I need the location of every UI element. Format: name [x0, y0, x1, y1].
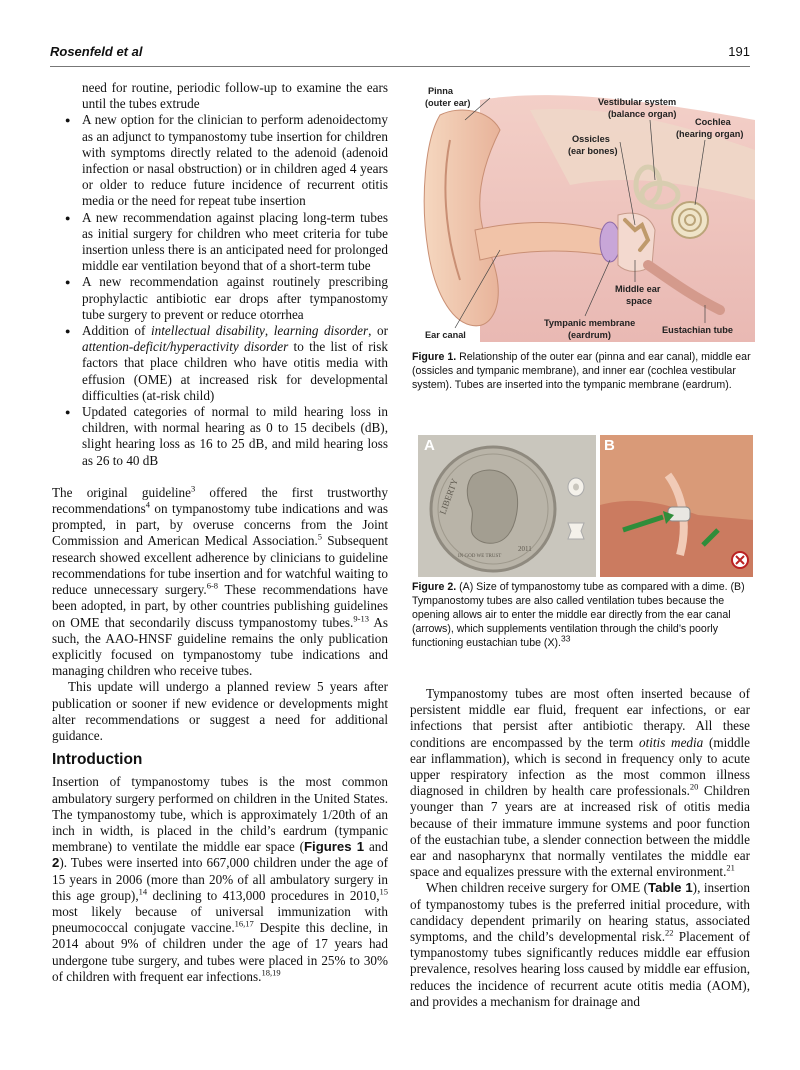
label-space: space — [626, 296, 653, 306]
cochlea-shape — [672, 202, 708, 238]
running-head-authors: Rosenfeld et al — [50, 44, 143, 59]
label-eardrum: (eardrum) — [568, 330, 611, 340]
tube-lumen — [573, 484, 579, 491]
reference: 5 — [317, 532, 323, 543]
dime-portrait — [467, 470, 517, 543]
coin-motto: IN GOD WE TRUST — [458, 554, 502, 559]
paragraph-update: This update will undergo a planned review 5 years after publication or sooner if new evidence or developments might alter recommendations or suggest a need for additional guidance. — [52, 679, 388, 743]
ear-anatomy-figure — [420, 80, 755, 342]
label-vestibular: Vestibular system — [598, 97, 677, 107]
figure-ref: 2 — [52, 855, 60, 871]
coin-liberty: LIBERTY — [437, 477, 460, 516]
table-ref: Table 1 — [648, 880, 693, 896]
label-pinna: Pinna — [428, 86, 454, 96]
label-tympanic: Tympanic membrane — [544, 318, 636, 328]
running-header — [50, 44, 750, 64]
bullet-item: ● Updated categories of normal to mild hearing loss in children, with normal hearing as 0 to 15 decibels (dB), slight hearing loss as 16 to 25 dB, and mild hearing loss as 26 to 40 dB — [82, 404, 388, 469]
panel-b-label: B — [604, 437, 615, 454]
tube-in-eardrum — [668, 507, 690, 521]
reference: 6-8 — [206, 580, 219, 591]
bullet-item: ● A new recommendation against routinely prescribing prophylactic antibiotic ear drops after tympanostomy tube surgery to prevent or reduce otorrhea — [82, 274, 388, 323]
left-column — [52, 80, 388, 985]
bullet-list — [52, 112, 388, 468]
page-number: 191 — [728, 44, 750, 59]
bullet-item: ● A new recommendation against placing long-term tubes as initial surgery for children who meet criteria for tube insertion unless there is an anticipated need for prolonged middle ear ventilation beyond that of a short-term tube — [82, 210, 388, 275]
label-ear-bones: (ear bones) — [568, 146, 618, 156]
label-middle-ear: Middle ear — [615, 284, 661, 294]
tube-size-figure — [418, 435, 753, 577]
coin-year: 2011 — [518, 545, 532, 553]
label-balance: (balance organ) — [608, 109, 677, 119]
label-cochlea: Cochlea — [695, 117, 731, 127]
paragraph-causes: Tympanostomy tubes are most often inserted because of persistent middle ear fluid, frequent ear infections, or ear infections that persist after antibiotic therapy. All these conditions are encompassed by the term otitis media (middle ear inflammation), which is second in frequency only to acute upper respiratory infection as the most common illness diagnosed in children by health care professionals.$^{20}$ Children younger than 7 years are at increased risk of otitis media because of their immature immune systems and poor function of the eustachian tube, a slender connection between the middle ear and nasopharynx that normally ventilates the middle ear space and equalizes pressure with the external environment.$^{21}$ — [410, 686, 750, 880]
section-heading: Introduction — [52, 751, 143, 769]
label-ear-canal: Ear canal — [425, 330, 466, 340]
label-eustachian: Eustachian tube — [662, 325, 733, 335]
panel-a-label: A — [424, 437, 435, 454]
reference: 3 — [190, 483, 196, 494]
label-outer-ear: (outer ear) — [425, 98, 471, 108]
reference: 9-13 — [353, 613, 369, 624]
figure2-caption: Figure 2. (A) Size of tympanostomy tube as compared with a dime. (B) Tympanostomy tubes are also called ventilation tubes because the opening allows air to enter the middle ear directly from the ear canal (arrows), which supplements ventilation through the child’s poorly functioning eustachian tube (X).$^{33}$ — [412, 581, 745, 649]
label-hearing: (hearing organ) — [676, 129, 744, 139]
label-ossicles: Ossicles — [572, 134, 610, 144]
paragraph-ome-surgery: When children receive surgery for OME (Table 1), insertion of tympanostomy tubes is the preferred initial procedure, with candidacy dependent primarily on hearing status, associated symptoms, and the child’s developmental risk.$^{22}$ Placement of tympanostomy tubes significantly reduces middle ear effusion prevalence, resolves hearing loss caused by middle ear effusion, reduces the incidence of recurrent acute otitis media (AOM), and provides a mechanism for drainage and — [410, 880, 750, 1009]
paragraph-introduction: Insertion of tympanostomy tubes is the most common ambulatory surgery performed on children in the United States. The tympanostomy tube, which is approximately 1/20th of an inch in width, is placed in the child’s eardrum (tympanic membrane) to ventilate the middle ear space (Figures 1 and 2). Tubes were inserted into 667,000 children under the age of 15 years in 2006 (more than 20% of all ambulatory surgery in this age group),$^{14}$ declining to 413,000 procedures in 2010,15 most likely because of universal immunization with pneumococcal conjugate vaccine.$^{16,17}$ Despite this decline, in 2014 about 9% of children under the age of 17 years had undergone tube surgery, and tubes were placed in 25% to 30% of children with frequent ear infections.$^{18,19}$ — [52, 774, 388, 984]
right-column — [410, 686, 750, 1010]
header-rule — [50, 66, 750, 67]
reference: 4 — [145, 499, 150, 510]
paragraph-original-guideline: The original guideline$^3$ offered the first trustworthy recommendations$^4$ on tympanostomy tube indications and was prompted, in part, by overuse concerns from the Joint Commission and American Medical Association.$^5$ Subsequent research showed excellent adherence by clinicians to guideline recommendations for tube insertion and for watchful waiting to reduce unnecessary surgery.$^{6-8}$ These recommendations have been adopted, in part, by other countries publishing guidelines on OME that secondarily discuss tympanostomy tubes.$^{9-13}$ As such, the AAO-HNSF guideline remains the only publication explicitly focused on tympanostomy tube indications and managing children who receive tubes. — [52, 483, 389, 679]
bullet-item: ● A new option for the clinician to perform adenoidectomy as an adjunct to tympanostomy tube insertion for children with symptoms directly related to the adenoid (adenoid infection or nasal obstruction) or in children aged 4 years or older to reduce future incidence of recurrent otitis media or the need for repeat tube insertion — [82, 112, 388, 209]
bullet-continuation: need for routine, periodic follow-up to examine the ears until the tubes extrude — [82, 80, 388, 112]
figure-ref: Figures 1 — [303, 839, 365, 855]
tympanic-membrane-shape — [600, 222, 620, 262]
bullet-item: ● Addition of intellectual disability, learning disorder, or attention-deficit/hyperactivity disorder to the list of risk factors that place children who have otitis media with effusion (OME) at increased risk for developmental difficulties (at-risk child) — [82, 323, 388, 404]
figure1-caption: Figure 1. Relationship of the outer ear (pinna and ear canal), middle ear (ossicles and tympanic membrane), and inner ear (cochlea vestibular system). Tubes are inserted into the tympanic membrane (eardrum). — [412, 351, 751, 391]
